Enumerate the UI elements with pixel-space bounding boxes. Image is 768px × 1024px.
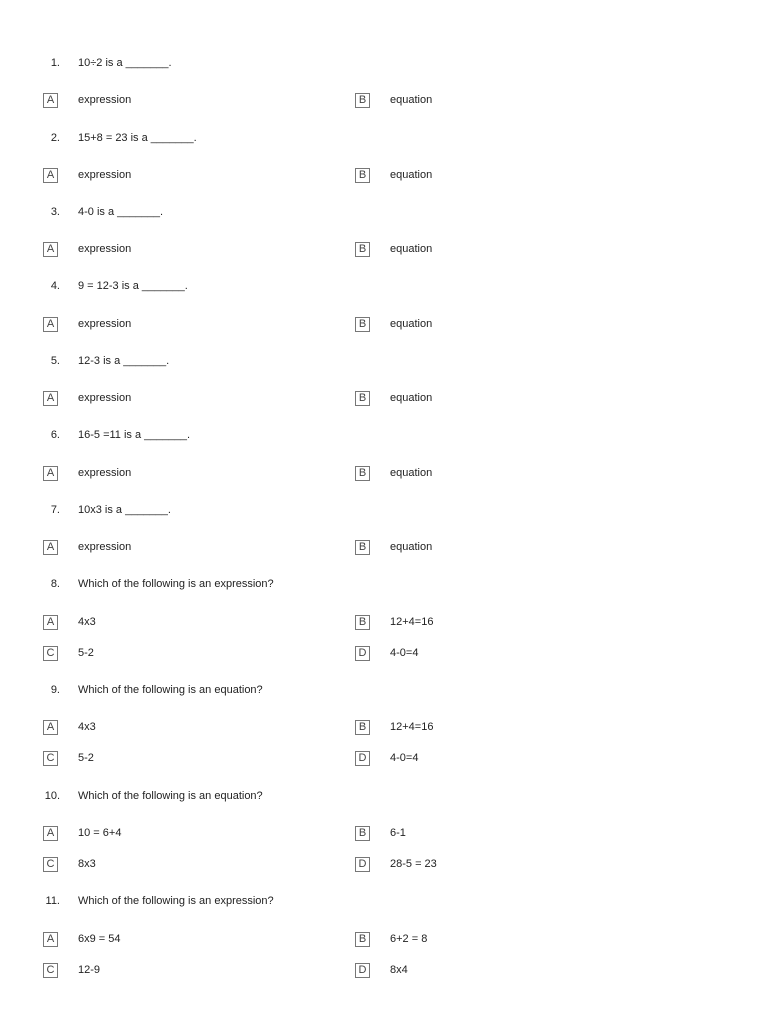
option-b-box[interactable]: B xyxy=(355,540,370,555)
question-number: 3. xyxy=(50,206,60,218)
option-b-text[interactable]: 12+4=16 xyxy=(390,721,434,733)
option-d-text[interactable]: 4-0=4 xyxy=(390,752,419,764)
option-b-box[interactable]: B xyxy=(355,391,370,406)
option-a-text[interactable]: expression xyxy=(78,94,132,106)
option-a-text[interactable]: 4x3 xyxy=(78,721,96,733)
option-a-box[interactable]: A xyxy=(43,826,58,841)
option-b-text[interactable]: equation xyxy=(390,243,433,255)
option-b-text[interactable]: 6+2 = 8 xyxy=(390,933,428,945)
question-text: Which of the following is an equation? xyxy=(78,684,263,696)
option-a-text[interactable]: expression xyxy=(78,169,132,181)
option-a-text[interactable]: expression xyxy=(78,541,132,553)
question-number: 6. xyxy=(50,429,60,441)
option-c-text[interactable]: 8x3 xyxy=(78,858,96,870)
question-text: Which of the following is an equation? xyxy=(78,790,263,802)
option-b-box[interactable]: B xyxy=(355,615,370,630)
option-d-text[interactable]: 4-0=4 xyxy=(390,647,419,659)
option-a-text[interactable]: 4x3 xyxy=(78,616,96,628)
option-b-text[interactable]: equation xyxy=(390,94,433,106)
question-text: Which of the following is an expression? xyxy=(78,578,274,590)
option-a-box[interactable]: A xyxy=(43,720,58,735)
option-b-text[interactable]: 12+4=16 xyxy=(390,616,434,628)
option-b-text[interactable]: 6-1 xyxy=(390,827,406,839)
option-d-box[interactable]: D xyxy=(355,751,370,766)
option-a-box[interactable]: A xyxy=(43,168,58,183)
option-b-box[interactable]: B xyxy=(355,93,370,108)
question-text: 10÷2 is a _______. xyxy=(78,57,172,69)
option-a-box[interactable]: A xyxy=(43,932,58,947)
option-b-box[interactable]: B xyxy=(355,168,370,183)
question-number: 10. xyxy=(44,790,60,802)
question-text: 12-3 is a _______. xyxy=(78,355,170,367)
option-b-box[interactable]: B xyxy=(355,720,370,735)
question-number: 5. xyxy=(50,355,60,367)
question-number: 8. xyxy=(50,578,60,590)
question-text: 16-5 =11 is a _______. xyxy=(78,429,191,441)
option-b-box[interactable]: B xyxy=(355,932,370,947)
option-d-box[interactable]: D xyxy=(355,646,370,661)
question-text: 4-0 is a _______. xyxy=(78,206,164,218)
option-b-text[interactable]: equation xyxy=(390,467,433,479)
option-a-box[interactable]: A xyxy=(43,540,58,555)
option-a-box[interactable]: A xyxy=(43,466,58,481)
question-text: 15+8 = 23 is a _______. xyxy=(78,132,197,144)
question-text: 10x3 is a _______. xyxy=(78,504,171,516)
option-a-box[interactable]: A xyxy=(43,317,58,332)
option-a-text[interactable]: 6x9 = 54 xyxy=(78,933,121,945)
option-a-box[interactable]: A xyxy=(43,93,58,108)
option-b-text[interactable]: equation xyxy=(390,169,433,181)
option-c-box[interactable]: C xyxy=(43,646,58,661)
option-d-box[interactable]: D xyxy=(355,963,370,978)
option-a-box[interactable]: A xyxy=(43,242,58,257)
option-c-box[interactable]: C xyxy=(43,963,58,978)
option-d-box[interactable]: D xyxy=(355,857,370,872)
option-c-box[interactable]: C xyxy=(43,751,58,766)
option-b-text[interactable]: equation xyxy=(390,318,433,330)
option-c-text[interactable]: 5-2 xyxy=(78,647,94,659)
question-number: 1. xyxy=(50,57,60,69)
option-a-text[interactable]: expression xyxy=(78,392,132,404)
option-a-text[interactable]: expression xyxy=(78,243,132,255)
option-a-box[interactable]: A xyxy=(43,391,58,406)
question-text: Which of the following is an expression? xyxy=(78,895,274,907)
option-b-box[interactable]: B xyxy=(355,826,370,841)
option-a-text[interactable]: 10 = 6+4 xyxy=(78,827,122,839)
option-b-text[interactable]: equation xyxy=(390,541,433,553)
option-c-text[interactable]: 12-9 xyxy=(78,964,101,976)
question-number: 2. xyxy=(50,132,60,144)
question-number: 4. xyxy=(50,280,60,292)
option-d-text[interactable]: 8x4 xyxy=(390,964,408,976)
question-number: 11. xyxy=(45,895,60,907)
option-c-box[interactable]: C xyxy=(43,857,58,872)
question-number: 9. xyxy=(50,684,60,696)
option-d-text[interactable]: 28-5 = 23 xyxy=(390,858,437,870)
option-b-box[interactable]: B xyxy=(355,466,370,481)
option-a-box[interactable]: A xyxy=(43,615,58,630)
option-b-box[interactable]: B xyxy=(355,317,370,332)
option-b-box[interactable]: B xyxy=(355,242,370,257)
option-b-text[interactable]: equation xyxy=(390,392,433,404)
option-a-text[interactable]: expression xyxy=(78,467,132,479)
option-a-text[interactable]: expression xyxy=(78,318,132,330)
question-text: 9 = 12-3 is a _______. xyxy=(78,280,188,292)
option-c-text[interactable]: 5-2 xyxy=(78,752,94,764)
question-number: 7. xyxy=(50,504,60,516)
